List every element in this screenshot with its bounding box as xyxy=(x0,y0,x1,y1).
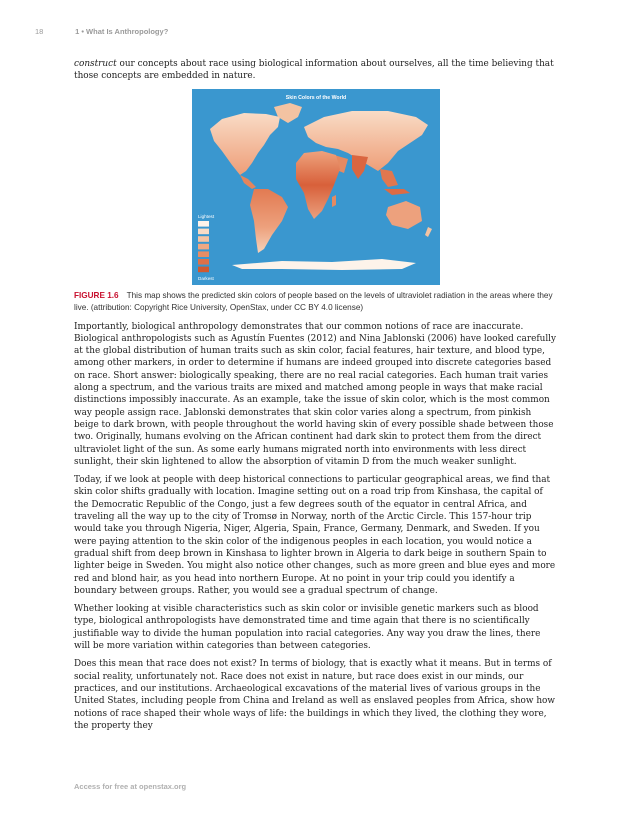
body-paragraph-2: Today, if we look at people with deep historical connections to particular geographical areas, we find that skin color shifts gradually with location. Imagine setting out on a road trip from Kinshasa, the capital of the Democratic Republic of the Congo, just a few degrees south of the equator in central Africa, and traveling all the way up to the city of Tromsø in Norway, north of the Arctic Circle. This 157-hour trip would take you through Nigeria, Niger, Algeria, Spain, France, Germany, Denmark, and Sweden. If you were paying attention to the skin color of the indigenous peoples in each location, you would notice a gradual shift from deep brown in Kinshasa to lighter brown in Algeria to dark beige in southern Spain to lighter beige in Sweden. You might also notice other changes, such as more green and blue eyes and more red and blond hair, as you head into northern Europe. At no point in your trip could you identify a boundary between groups. Rather, you would see a gradual spectrum of change. xyxy=(74,475,556,596)
legend-swatch xyxy=(198,221,209,227)
madagascar xyxy=(332,195,336,207)
map-title: Skin Colors of the World xyxy=(285,94,347,101)
body-paragraph-1: Importantly, biological anthropology demonstrates that our common notions of race are inaccurate. Biological anthropologists such as Agustín Fuentes (2012) and Nina Jablonski (2006) have looked carefully at the global distribution of human traits such as skin color, facial features, hair texture, and blood type, among other markers, in order to determine if humans are indeed grouped into discrete categories based on race. Short answer: biologically speaking, there are no real racial categories. Each human trait varies along a spectrum, and the various traits are mixed and matched among people in ways that make racial distinctions impossibly inaccurate. As an example, take the issue of skin color, which is the most common way people assign race. Jablonski demonstrates that skin color varies along a spectrum, from pinkish beige to dark brown, with people throughout the world having skin of every possible shade between those two. Originally, humans evolving on the African continent had dark skin to protect them from the direct ultraviolet light of the sun. As some early humans migrated north into environments with less direct sunlight, their skin lightened to allow the absorption of vitamin D from the much weaker sunlight. xyxy=(74,321,557,467)
intro-italic-word: construct xyxy=(74,59,117,69)
legend-swatch xyxy=(198,266,209,272)
body-paragraph-3: Whether looking at visible characteristics such as skin color or invisible genetic markers such as blood type, biological anthropologists have demonstrated time and time again that there is no scientifically justifiable way to divide the human population into racial categories. Any way you draw the lines, there will be more variation within categories than between categories. xyxy=(74,604,541,652)
figure-caption xyxy=(74,290,558,314)
chapter-title: 1 • What Is Anthropology? xyxy=(75,27,169,36)
skin-color-map xyxy=(192,89,440,285)
running-header xyxy=(35,27,168,36)
legend-swatch xyxy=(198,228,209,234)
legend-swatch xyxy=(198,259,209,265)
intro-text: our concepts about race using biological information about ourselves, all the time believing that those concepts are embedded in nature. xyxy=(74,59,554,82)
body-paragraph-4: Does this mean that race does not exist? In terms of biology, that is exactly what it means. But in terms of social reality, unfortunately not. Race does not exist in nature, but race does exist in our minds, our practices, and our institutions. Archaeological excavations of the material lives of various groups in the United States, including people from China and Ireland as well as enslaved peoples from Africa, show how notions of race shaped their whole ways of life: the buildings in which they lived, the clothing they wore, the property they xyxy=(74,659,555,731)
legend-swatch xyxy=(198,243,209,249)
legend-swatch xyxy=(198,236,209,242)
caption-text: This map shows the predicted skin colors of people based on the levels of ultraviolet radiation in the areas where they live. (attribution: Copyright Rice University, OpenStax, under CC BY 4.0 license) xyxy=(74,290,553,312)
figure-label: FIGURE 1.6 xyxy=(74,290,119,300)
legend-lightest-label: Lightest xyxy=(198,213,215,219)
legend-swatch xyxy=(198,251,209,257)
page-number: 18 xyxy=(35,27,44,36)
legend-darkest-label: Darkest xyxy=(198,275,214,281)
page-body xyxy=(74,58,558,738)
intro-paragraph xyxy=(74,58,558,83)
page-footer: Access for free at openstax.org xyxy=(74,782,187,791)
skin-color-legend xyxy=(198,221,209,272)
